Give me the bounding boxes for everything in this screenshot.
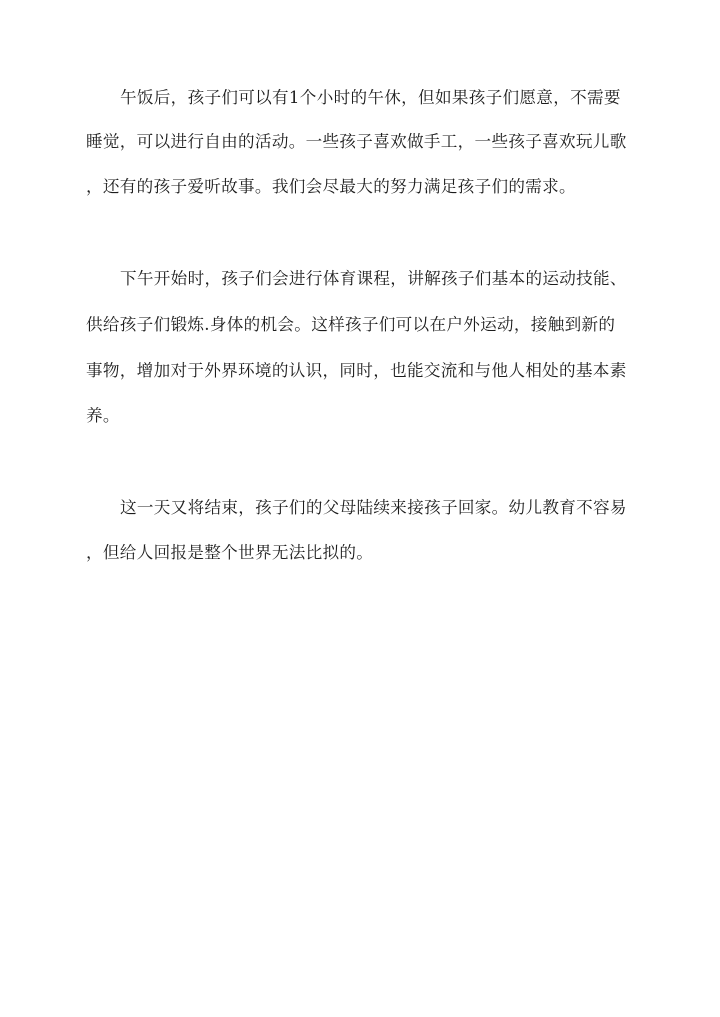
- paragraph-line: 这一天又将结束，孩子们的父母陆续来接孩子回家。幼儿教育不容易: [120, 498, 627, 517]
- paragraph-line: 睡觉，可以进行自由的活动。一些孩子喜欢做手工，一些孩子喜欢玩儿歌: [86, 132, 627, 151]
- paragraph-line: 下午开始时，孩子们会进行体育课程，讲解孩子们基本的运动技能、: [120, 269, 627, 288]
- paragraph-line: 事物，增加对于外界环境的认识，同时，也能交流和与他人相处的基本素: [86, 361, 627, 380]
- paragraph-line: 供给孩子们锻炼.身体的机会。这样孩子们可以在户外运动，接触到新的: [86, 315, 616, 334]
- paragraph-line: 养。: [86, 406, 120, 425]
- paragraph-line: 午饭后，孩子们可以有1个小时的午休，但如果孩子们愿意，不需要: [120, 88, 621, 107]
- paragraph-line: ，但给人回报是整个世界无法比拟的。: [86, 543, 374, 562]
- paragraph-line: ，还有的孩子爱听故事。我们会尽最大的努力满足孩子们的需求。: [86, 177, 576, 196]
